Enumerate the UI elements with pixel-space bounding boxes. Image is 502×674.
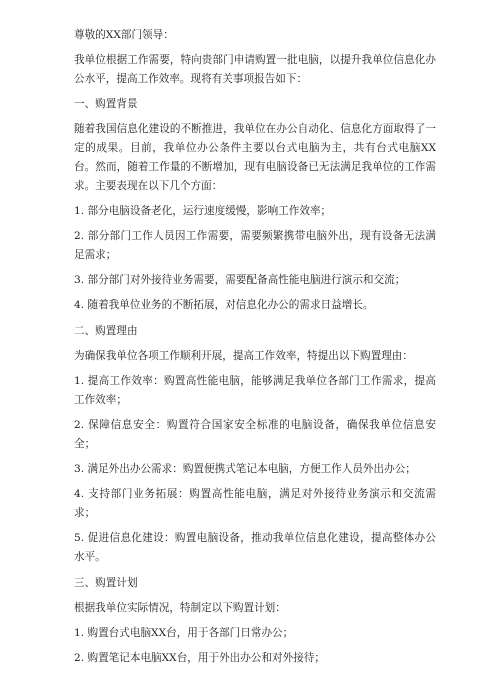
list-item: 1. 部分电脑设备老化，运行速度缓慢，影响工作效率；	[74, 205, 332, 217]
list-item: 1. 提高工作效率：购置高性能电脑，能够满足我单位各部门工作需求，提高工作效率；	[74, 375, 436, 406]
list-item: 5. 促进信息化建设：购置电脑设备，推动我单位信息化建设，提高整体办公水平。	[74, 532, 436, 563]
list-item: 4. 随着我单位业务的不断拓展，对信息化办公的需求日益增长。	[74, 299, 374, 311]
list-item: 4. 支持部门业务拓展：购置高性能电脑，满足对外接待业务演示和交流需求；	[74, 488, 436, 519]
section-heading-background: 一、购置背景	[74, 98, 138, 110]
list-item: 3. 部分部门对外接待业务需要，需要配备高性能电脑进行演示和交流；	[74, 274, 406, 286]
list-item: 2. 保障信息安全：购置符合国家安全标准的电脑设备，确保我单位信息安全；	[74, 419, 436, 450]
document-body	[74, 26, 436, 674]
list-item: 3. 满足外出办公需求：购置便携式笔记本电脑，方便工作人员外出办公；	[74, 463, 416, 475]
section-heading-reasons: 二、购置理由	[74, 325, 138, 337]
list-item: 1. 购置台式电脑XX台，用于各部门日常办公；	[74, 627, 294, 639]
section-heading-plan: 三、购置计划	[74, 577, 138, 589]
section-body-reasons: 为确保我单位各项工作顺利开展，提高工作效率，特提出以下购置理由：	[74, 350, 413, 362]
section-body-background: 随着我国信息化建设的不断推进，我单位在办公自动化、信息化方面取得了一定的成果。目前，我单位办公条件主要以台式电脑为主，共有台式电脑XX台。然而，随着工作量的不断增加，现有电脑设备已无法满足我单位的工作需求。主要表现在以下几个方面：	[74, 123, 436, 192]
section-body-plan: 根据我单位实际情况，特制定以下购置计划：	[74, 602, 286, 614]
salutation: 尊敬的XX部门领导：	[74, 29, 174, 41]
list-item: 2. 部分部门工作人员因工作需要，需要频繁携带电脑外出，现有设备无法满足需求；	[74, 230, 436, 261]
intro-paragraph: 我单位根据工作需要，特向贵部门申请购置一批电脑，以提升我单位信息化办公水平，提高工作效率。现将有关事项报告如下：	[74, 54, 436, 85]
list-item: 2. 购置笔记本电脑XX台，用于外出办公和对外接待；	[74, 652, 326, 664]
